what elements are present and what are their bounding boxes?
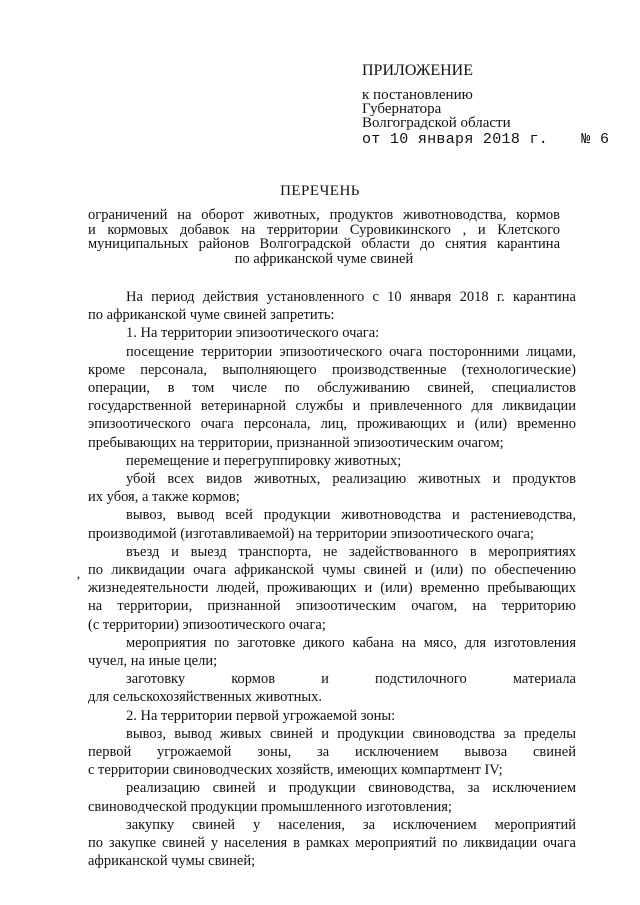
body-line: эпизоотического очага персонала, лиц, проживающих и (или) временно bbox=[88, 416, 576, 433]
body-line: их убоя, а также кормов; bbox=[88, 489, 240, 506]
body-line: жизнедеятельности людей, проживающих и (или) временно пребывающих bbox=[88, 580, 576, 597]
appendix-address-line-1: к постановлению bbox=[362, 87, 473, 103]
appendix-heading: ПРИЛОЖЕНИЕ bbox=[362, 62, 474, 79]
body-line: производимой (изготавливаемой) на территории эпизоотического очага; bbox=[88, 525, 534, 542]
body-line: закупку свиней у населения, за исключением мероприятий bbox=[126, 816, 576, 833]
subtitle-line: муниципальных районов Волгоградской области до снятия карантина bbox=[88, 237, 560, 252]
document-subtitle bbox=[88, 208, 560, 266]
body-line: вывоз, вывод всей продукции животноводства и растениеводства, bbox=[126, 507, 576, 524]
body-line: по закупке свиней у населения в рамках мероприятий по ликвидации очага bbox=[88, 835, 576, 852]
decree-date-line bbox=[362, 131, 609, 148]
body-line: государственной ветеринарной службы и привлеченного для ликвидации bbox=[88, 398, 576, 415]
body-line: кроме персонала, выполняющего производственные (технологические) bbox=[88, 361, 576, 378]
body-line: 2. На территории первой угрожаемой зоны: bbox=[126, 707, 396, 724]
body-line: по африканской чуме свиней запретить: bbox=[88, 307, 335, 324]
body-line: африканской чумы свиней; bbox=[88, 853, 256, 870]
body-line: убой всех видов животных, реализацию животных и продуктов bbox=[126, 471, 576, 488]
body-line: с территории свиноводческих хозяйств, имеющих компартмент IV; bbox=[88, 762, 503, 779]
subtitle-line: ограничений на оборот животных, продуктов животноводства, кормов bbox=[88, 208, 560, 223]
body-line: вывоз, вывод живых свиней и продукции свиноводства за пределы bbox=[126, 725, 576, 742]
decree-number: № 6 bbox=[581, 131, 610, 148]
body-line: На период действия установленного с 10 января 2018 г. карантина bbox=[126, 289, 576, 305]
body-line: реализацию свиней и продукции свиноводства, за исключением bbox=[126, 780, 576, 797]
body-line: посещение территории эпизоотического очага посторонними лицами, bbox=[126, 343, 576, 360]
body-line: чучел, на иные цели; bbox=[88, 653, 218, 670]
stray-mark: ‚ bbox=[76, 567, 81, 582]
body-line: (с территории) эпизоотического очага; bbox=[88, 616, 326, 633]
body-line: для сельскохозяйственных животных. bbox=[88, 689, 322, 706]
body-line: на территории, признанной эпизоотическим очагом, на территорию bbox=[88, 598, 576, 615]
document-body bbox=[88, 288, 576, 871]
body-line: мероприятия по заготовке дикого кабана на мясо, для изготовления bbox=[126, 634, 576, 651]
body-line: пребывающих на территории, признанной эпизоотическим очагом; bbox=[88, 434, 504, 451]
body-line: первой угрожаемой зоны, за исключением вывоза свиней bbox=[88, 744, 576, 761]
body-line: операции, в том числе по обслуживанию свиней, специалистов bbox=[88, 380, 576, 397]
body-line: по ликвидации очага африканской чумы свиней и (или) по обеспечению bbox=[88, 562, 576, 579]
document-title: ПЕРЕЧЕНЬ bbox=[280, 183, 360, 199]
body-line: перемещение и перегруппировку животных; bbox=[126, 452, 402, 469]
decree-date: 10 января 2018 г. bbox=[389, 131, 549, 148]
appendix-address-line-3: Волгоградской области bbox=[362, 115, 511, 131]
subtitle-line: по африканской чуме свиней bbox=[234, 251, 414, 266]
appendix-address-line-2: Губернатора bbox=[362, 101, 442, 117]
subtitle-line: и кормовых добавок на территории Суровикинского , и Клетского bbox=[88, 222, 560, 237]
body-line: 1. На территории эпизоотического очага: bbox=[126, 325, 380, 342]
date-prefix: от bbox=[362, 131, 381, 148]
body-line: свиноводческой продукции промышленного изготовления; bbox=[88, 798, 452, 815]
body-line: заготовку кормов и подстилочного материала bbox=[126, 671, 576, 688]
body-line: въезд и выезд транспорта, не задействованного в мероприятиях bbox=[126, 543, 576, 560]
